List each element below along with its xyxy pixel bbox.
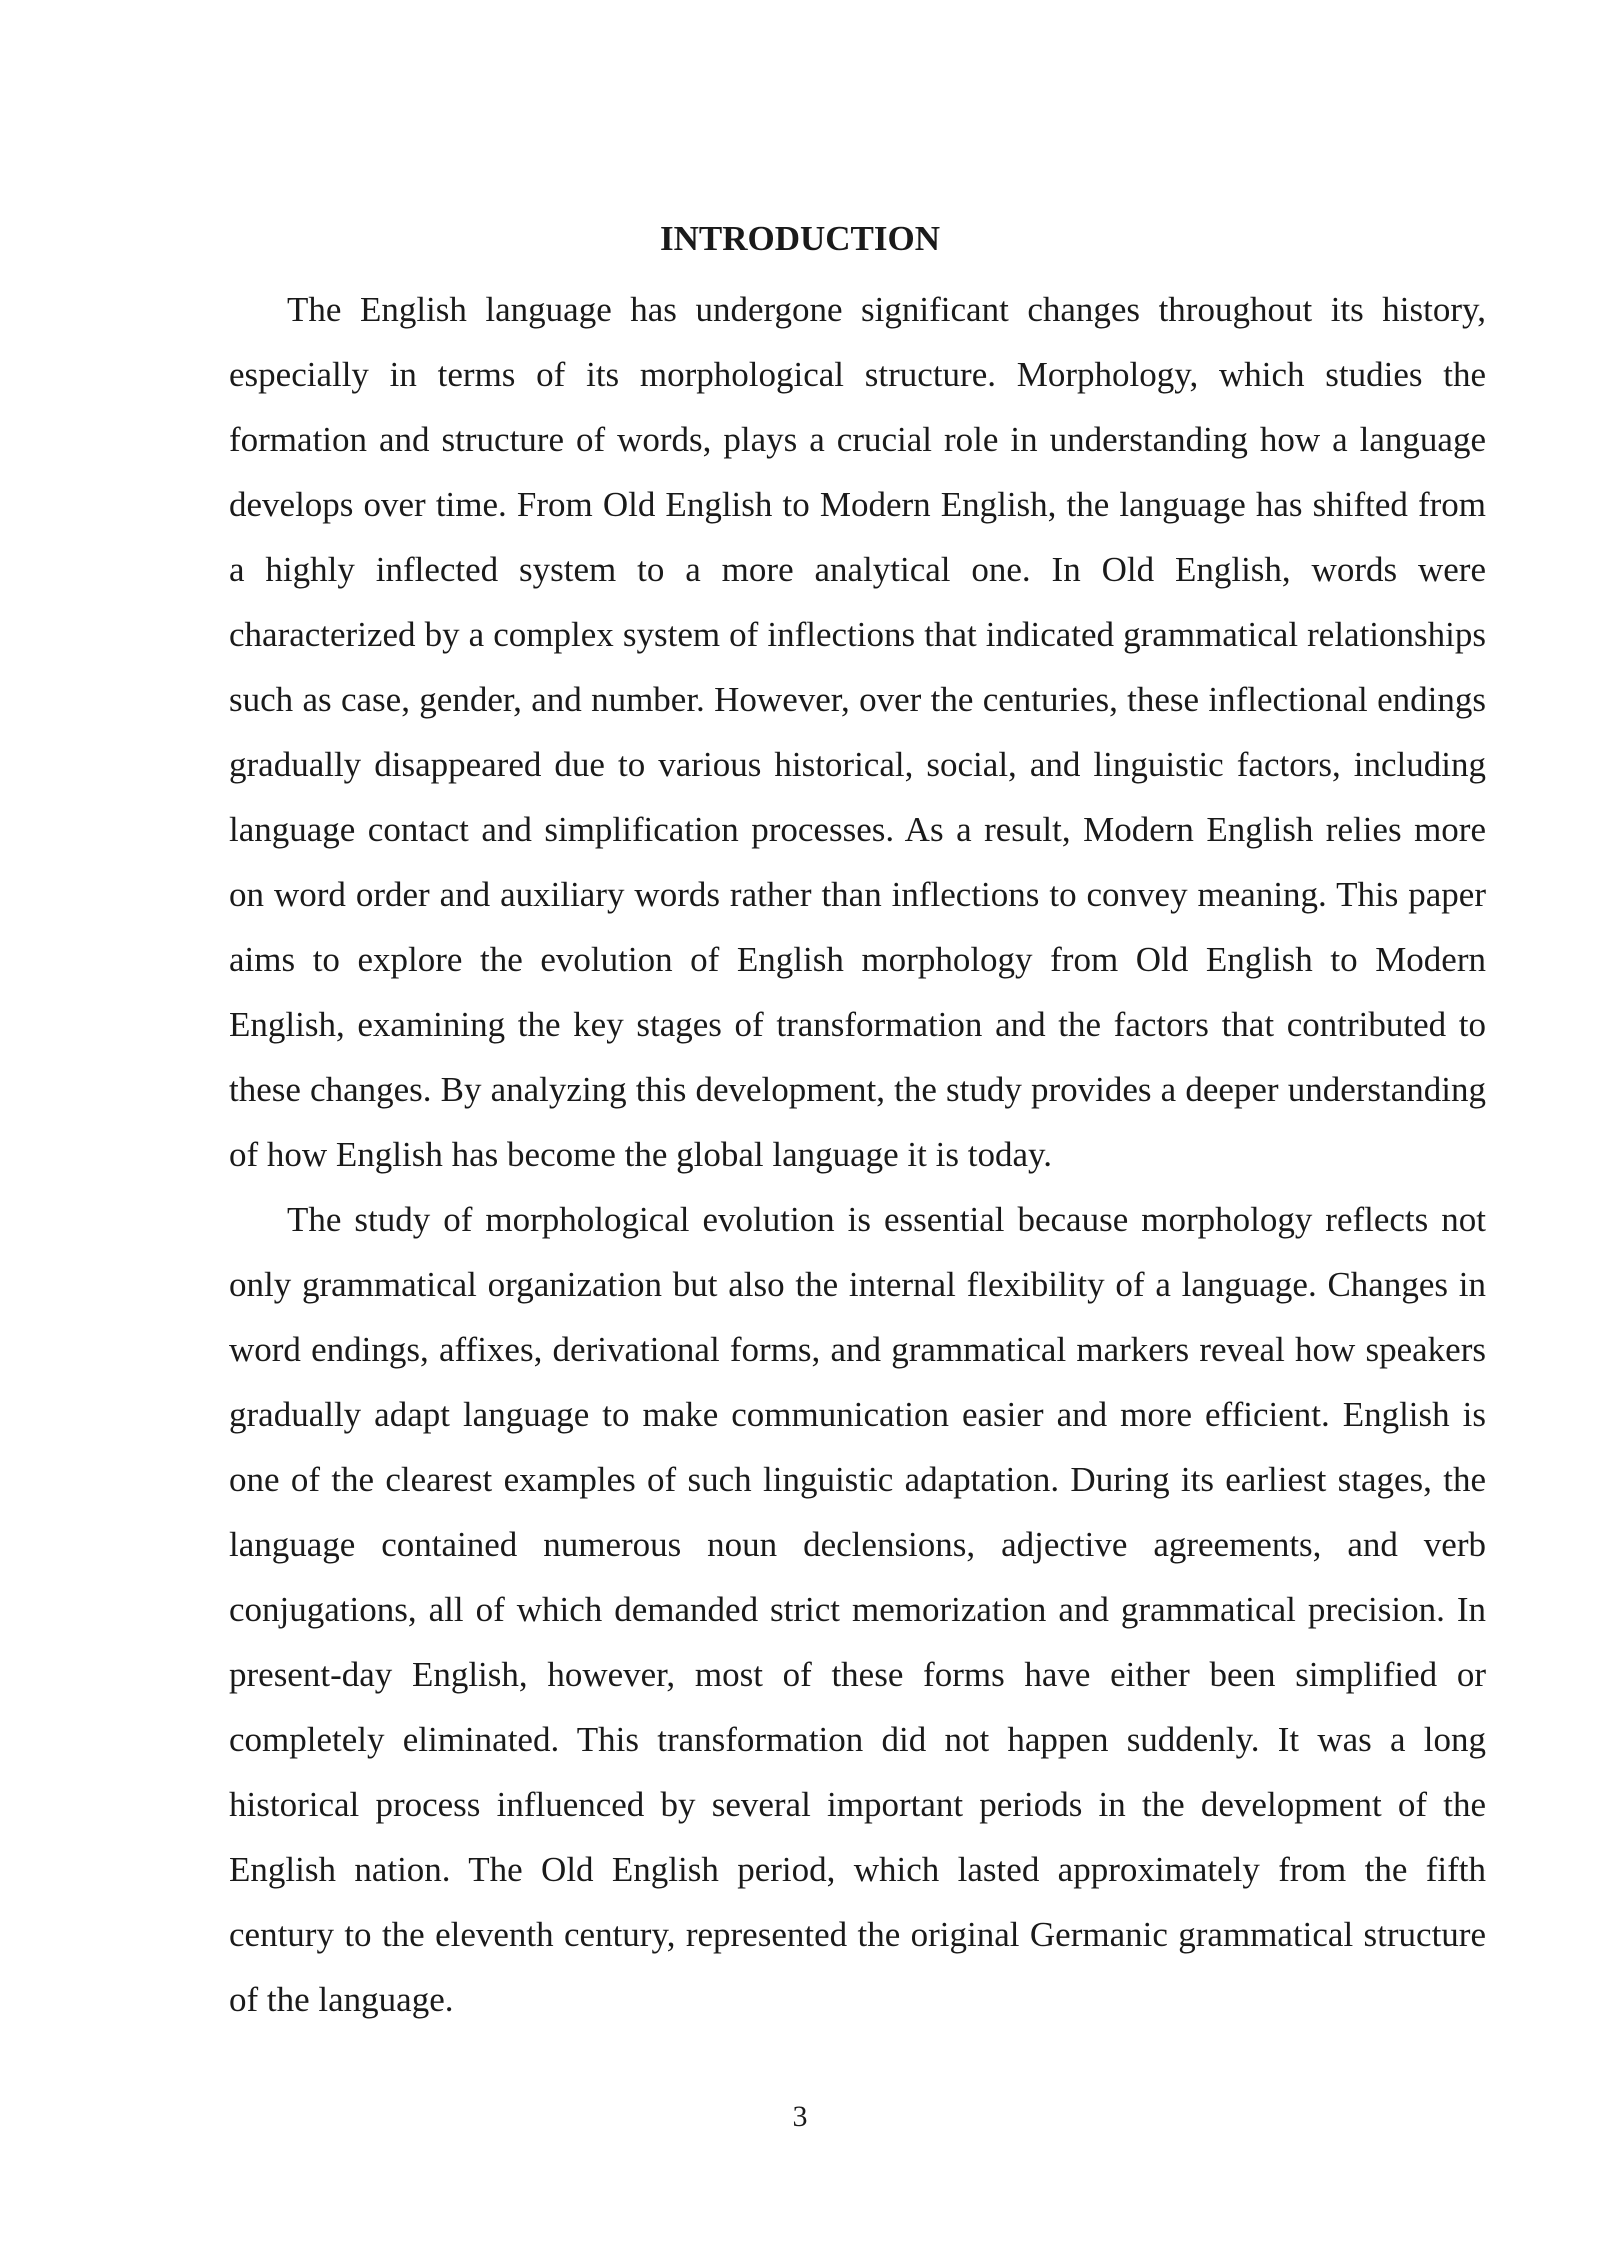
page-number: 3: [792, 2100, 808, 2133]
section-title: INTRODUCTION: [659, 219, 941, 258]
body-text: [229, 277, 1486, 2032]
paragraph-1: The English language has undergone significant changes throughout its history, especially in terms of its morphological structure. Morphology, which studies the formation and structure of words, plays a crucial role in understanding how a language develops over time. From Old English to Modern English, the language has shifted from a highly inflected system to a more analytical one. In Old English, words were characterized by a complex system of inflections that indicated grammatical relationships such as case, gender, and number. However, over the centuries, these inflectional endings gradually disappeared due to various historical, social, and linguistic factors, including language contact and simplification processes. As a result, Modern English relies more on word order and auxiliary words rather than inflections to convey meaning. This paper aims to explore the evolution of English morphology from Old English to Modern English, examining the key stages of transformation and the factors that contributed to these changes. By analyzing this development, the study provides a deeper understanding of how English has become the global language it is today.: [229, 290, 1486, 1174]
paragraph-2: The study of morphological evolution is essential because morphology reflects not only grammatical organization but also the internal flexibility of a language. Changes in word endings, affixes, derivational forms, and grammatical markers reveal how speakers gradually adapt language to make communication easier and more efficient. English is one of the clearest examples of such linguistic adaptation. During its earliest stages, the language contained numerous noun declensions, adjective agreements, and verb conjugations, all of which demanded strict memorization and grammatical precision. In present-day English, however, most of these forms have either been simplified or completely eliminated. This transformation did not happen suddenly. It was a long historical process influenced by several important periods in the development of the English nation. The Old English period, which lasted approximately from the fifth century to the eleventh century, represented the original Germanic grammatical structure of the language.: [229, 1200, 1486, 2019]
